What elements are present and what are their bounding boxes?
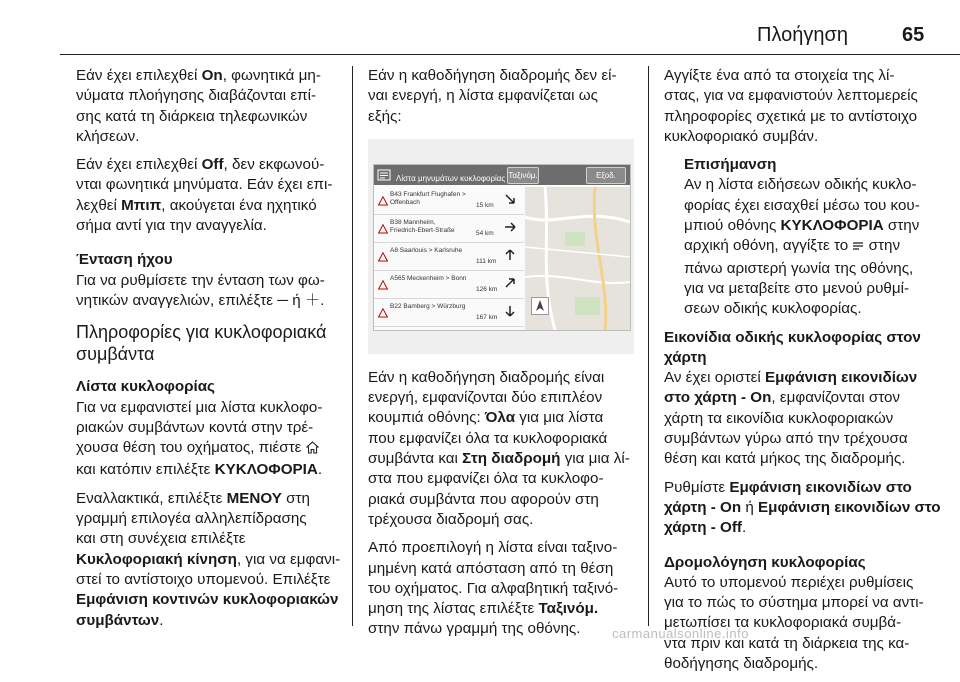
map-orientation-icon[interactable] xyxy=(531,297,549,321)
distance: 54 km xyxy=(476,229,494,237)
paragraph: Για να ρυθμίσετε την ένταση των φω- νητικών αναγγελιών, επιλέξτε ─ ή ＋. xyxy=(76,271,325,309)
paragraph: Αυτό το υπομενού περιέχει ρυθμίσεις για το πώς το σύστημα μπορεί να αντι- μετωπίσει τα κυκλοφοριακά συμβά- ντα πριν και κατά τη διάρκεια της κα- θοδήγησης διαδρομής. xyxy=(664,573,924,673)
infotainment-screen xyxy=(373,164,631,331)
distance: 15 km xyxy=(476,201,494,209)
list-item[interactable]: A565 Meckenheim > Bonn 126 km xyxy=(374,271,524,299)
screen-top-bar xyxy=(374,165,630,185)
traffic-list-screenshot xyxy=(368,139,634,354)
column-3 xyxy=(664,66,948,682)
distance: 126 km xyxy=(476,285,498,293)
section-heading-map-icons: Εικονίδια οδικής κυκλοφορίας στον χάρτη xyxy=(664,328,921,366)
distance: 167 km xyxy=(476,313,498,321)
direction-arrow-icon xyxy=(504,249,516,270)
note-title: Επισήμανση xyxy=(684,156,777,174)
column-2 xyxy=(368,66,634,648)
section-heading-traffic-list: Λίστα κυκλοφορίας xyxy=(76,378,215,396)
column-divider xyxy=(352,66,353,626)
paragraph: Εάν έχει επιλεχθεί Off, δεν εκφωνού- νται φωνητικά μηνύματα. Εάν έχει επι- λεχθεί Μπιπ, ακούγεται ένα ηχητικό σήμα αντί για την αναγγελία. xyxy=(76,156,333,235)
paragraph: Εάν έχει επιλεχθεί On, φωνητικά μη- νύματα πλοήγησης διαβάζονται επί- σης κατά τη διάρκεια τηλεφωνικών κλήσεων. xyxy=(76,67,321,145)
traffic-warning-icon xyxy=(378,223,388,243)
column-divider xyxy=(648,66,649,626)
list-item[interactable]: A8 Saarlouis > Karlsruhe 111 km xyxy=(374,243,524,271)
note-box xyxy=(664,155,948,319)
header-rule xyxy=(60,54,960,55)
paragraph: Εάν η καθοδήγηση διαδρομής δεν εί- ναι ενεργή, η λίστα εμφανίζεται ως εξής: xyxy=(368,67,617,125)
section-heading-traffic-routing: Δρομολόγηση κυκλοφορίας xyxy=(664,553,866,571)
paragraph: Για να εμφανιστεί μια λίστα κυκλοφο- ριακών συμβάντων κοντά στην τρέ- χουσα θέση του οχήματος, πιέστε και κατόπιν επιλέξτε ΚΥΚΛΟΦΟΡΙΑ. xyxy=(76,398,323,479)
exit-button[interactable]: Εξοδ. xyxy=(586,167,626,184)
traffic-warning-icon xyxy=(378,307,388,327)
paragraph: Εναλλακτικά, επιλέξτε ΜΕΝΟΥ στη γραμμή επιλογέα αλληλεπίδρασης και στη συνέχεια επιλέξτε Κυκλοφοριακή κίνηση, για να εμφανι- στεί το αντίστοιχο υπομενού. Επιλέξτε Εμφάνιση κοντινών κυκλοφοριακών συμβάντων. xyxy=(76,489,341,629)
section-heading-volume: Ένταση ήχου xyxy=(76,251,173,269)
traffic-warning-icon xyxy=(378,251,388,271)
direction-arrow-icon xyxy=(504,277,516,298)
note-text: Αν η λίστα ειδήσεων οδικής κυκλο- φορίας έχει εισαχθεί μέσω του κου- μπιού οθόνης ΚΥΚΛΟΦΟΡΙΑ στην αρχική οθόνη, αγγίξτε το στην πάνω αριστερή γωνία της οθόνης, για να μεταβείτε στο μενού ρυθμί- σεων οδικής κυκλοφορίας. xyxy=(684,176,920,318)
menu-icon[interactable] xyxy=(377,168,391,188)
paragraph: Εάν η καθοδήγηση διαδρομής είναι ενεργή, εμφανίζονται δύο επιπλέον κουμπιά οθόνης: Όλα για μια λίστα που εμφανίζει όλα τα κυκλοφοριακά συμβάντα και Στη διαδρομή για μια λί- στα που εμφανίζει όλα τα κυκλοφο- ριακά συμβάντα που αφορούν στη τρέχουσα διαδρομή σας. xyxy=(368,368,630,528)
paragraph: Από προεπιλογή η λίστα είναι ταξινο- μημένη κατά απόσταση από τη θέση του οχήματος. Για αλφαβητική ταξινό- μηση της λίστας επιλέξτε Ταξινόμ. στην πάνω γραμμή της οθόνης. xyxy=(368,539,619,638)
watermark: carmanualsonline.info xyxy=(612,626,749,641)
list-item[interactable]: B22 Bamberg > Würzburg 167 km xyxy=(374,299,524,327)
traffic-warning-icon xyxy=(378,195,388,215)
distance: 111 km xyxy=(476,257,497,265)
paragraph: Ρυθμίστε Εμφάνιση εικονιδίων στο χάρτη - On ή Εμφάνιση εικονιδίων στο χάρτη - Off. xyxy=(664,478,941,537)
paragraph: Αγγίξτε ένα από τα στοιχεία της λί- στας, για να εμφανιστούν λεπτομερείς πληροφορίες σχετικά με το αντίστοιχο κυκλοφοριακό συμβάν. xyxy=(664,67,918,145)
home-icon xyxy=(306,440,319,460)
traffic-event-list xyxy=(374,187,524,327)
sort-button[interactable]: Ταξινόμ. xyxy=(507,167,539,184)
settings-list-icon xyxy=(852,238,864,258)
chapter-heading: Πληροφορίες για κυκλοφοριακά συμβάντα xyxy=(76,322,327,365)
screen-title: Λίστα μηνυμάτων κυκλοφορίας xyxy=(396,173,506,183)
direction-arrow-icon xyxy=(504,221,516,242)
column-1 xyxy=(76,66,343,639)
list-item[interactable]: B38 Mannheim, Friedrich-Ebert-Straße 54 km xyxy=(374,215,524,243)
running-title: Πλοήγηση xyxy=(757,24,848,46)
page-header xyxy=(60,0,960,52)
page-number: 65 xyxy=(902,24,925,46)
paragraph: Αν έχει οριστεί Εμφάνιση εικονιδίων στο χάρτη - On, εμφανίζονται στον χάρτη τα εικονίδια κυκλοφοριακών συμβάντων γύρω από την τρέχουσα θέση και κατά μήκος της διαδρομής. xyxy=(664,369,918,468)
direction-arrow-icon xyxy=(504,193,516,214)
direction-arrow-icon xyxy=(504,305,516,326)
traffic-warning-icon xyxy=(378,279,388,299)
map-view[interactable] xyxy=(525,187,630,330)
list-item[interactable]: B43 Frankfurt Flughafen > Offenbach 15 km xyxy=(374,187,524,215)
